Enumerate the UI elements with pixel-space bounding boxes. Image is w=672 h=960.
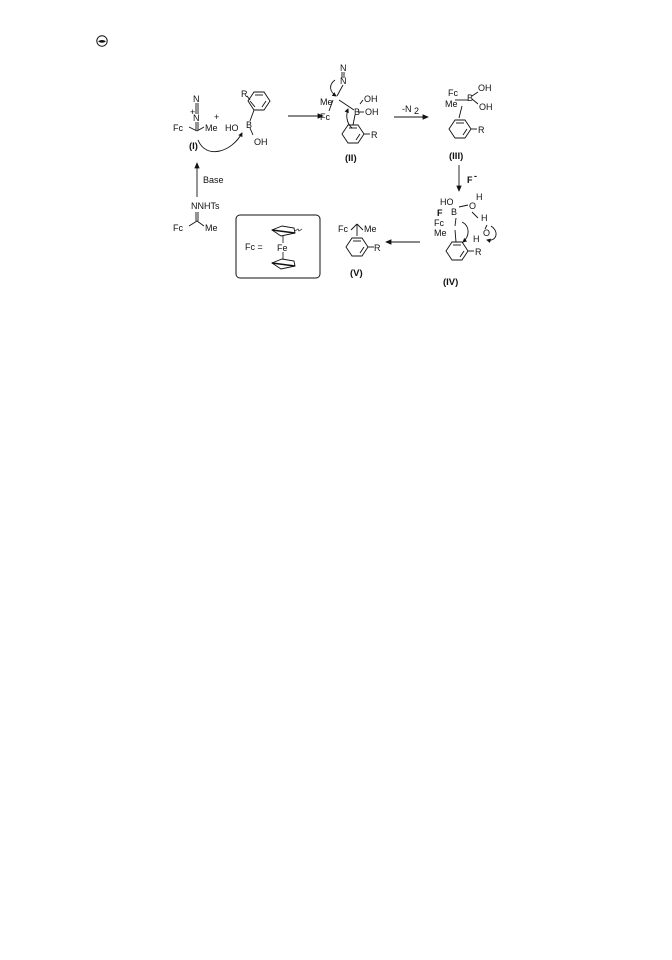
IV-o-water: O	[483, 228, 491, 238]
IV-b: B	[451, 207, 458, 217]
III-b: B	[467, 93, 474, 103]
fluoride-label: F	[467, 175, 473, 185]
II-n-internal: N	[340, 76, 347, 86]
fc-equals-label: Fc =	[245, 242, 263, 252]
IV-me: Me	[434, 228, 447, 238]
compound-II-label: (II)	[345, 153, 357, 164]
tosylhydrazone-precursor	[189, 212, 204, 226]
compound-I-label: (I)	[189, 141, 198, 152]
II-oh-right: OH	[365, 107, 379, 117]
V-r-group: R	[374, 243, 381, 253]
compound-V-label: (V)	[350, 268, 363, 279]
curved-arrow-attack	[198, 133, 242, 152]
IV-o-top: O	[469, 201, 477, 211]
n2-subscript: 2	[414, 106, 420, 116]
IV-ho: HO	[440, 197, 454, 207]
IV-h-top: H	[476, 192, 483, 202]
ferrocene-fe: Fe	[277, 243, 288, 253]
compound-IV-label: (IV)	[443, 277, 459, 288]
II-me: Me	[320, 97, 333, 107]
II-fc: Fc	[320, 112, 330, 122]
minus-n2-label: -N	[402, 104, 412, 114]
hydrazone-fc: Fc	[173, 223, 183, 233]
boronic-oh: OH	[254, 137, 268, 147]
IV-h-mid: H	[481, 213, 488, 223]
boronic-b: B	[246, 120, 253, 130]
IV-fc: Fc	[434, 218, 444, 228]
IV-f: F	[437, 208, 443, 218]
diazo-charge-plus: +	[190, 107, 196, 117]
boronic-r-group: R	[241, 89, 248, 99]
II-curved-arrow-n2-loss	[331, 80, 336, 96]
compound-I-fc: Fc	[173, 123, 183, 133]
hydrazone-nnhts: NNHTs	[191, 201, 220, 211]
boronic-ho: HO	[225, 123, 239, 133]
II-b: B	[354, 107, 361, 117]
diazo-n-internal: N	[193, 113, 200, 123]
IV-r-group: R	[475, 247, 482, 257]
hydrazone-me: Me	[205, 223, 218, 233]
III-me: Me	[445, 99, 458, 109]
II-oh-top: OH	[364, 94, 378, 104]
fluoride-charge: -	[474, 171, 477, 181]
compound-II-borate	[329, 72, 370, 143]
diazo-n-terminal: N	[193, 94, 200, 104]
II-r-group: R	[371, 130, 378, 140]
III-oh-bottom: OH	[479, 102, 493, 112]
IV-h-water: H	[473, 234, 480, 244]
III-fc: Fc	[448, 88, 458, 98]
compound-I-me: Me	[205, 123, 218, 133]
IV-curved-arrow-protonation	[462, 222, 468, 242]
V-me: Me	[364, 224, 377, 234]
reaction-plus: +	[214, 112, 220, 122]
III-r-group: R	[478, 125, 485, 135]
III-oh-top: OH	[478, 83, 492, 93]
V-fc: Fc	[338, 224, 348, 234]
base-label: Base	[203, 175, 224, 185]
compound-III-label: (III)	[449, 151, 464, 162]
II-n-terminal: N	[340, 63, 347, 73]
